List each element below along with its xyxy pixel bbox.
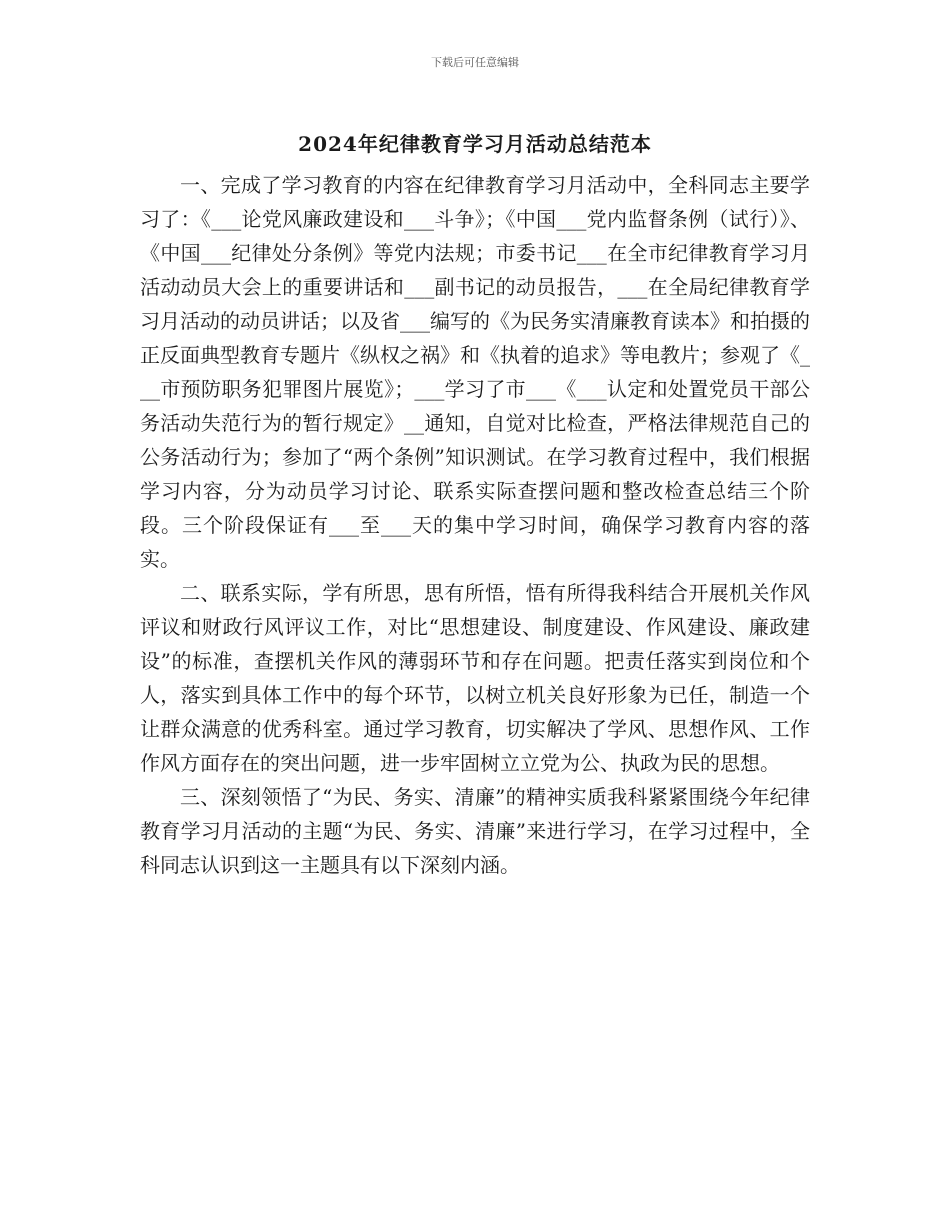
paragraph-1: 一、完成了学习教育的内容在纪律教育学习月活动中，全科同志主要学习了：《___论党风廉政建设和___斗争》；《中国___党内监督条例（试行）》、《中国___纪律处分条例》等党内法规；市委书记___在全市纪律教育学习月活动动员大会上的重要讲话和___副书记的动员报告，___在全局纪律教育学习月活动的动员讲话；以及省___编写的《为民务实清廉教育读本》和拍摄的正反面典型教育专题片《纵权之祸》和《执着的追求》等电教片；参观了《___市预防职务犯罪图片展览》；___学习了市___《___认定和处置党员干部公务活动失范行为的暂行规定》__通知，自觉对比检查，严格法律规范自己的公务活动行为；参加了“两个条例”知识测试。在学习教育过程中，我们根据学习内容，分为动员学习讨论、联系实际查摆问题和整改检查总结三个阶段。三个阶段保证有___至___天的集中学习时间，确保学习教育内容的落实。 (140, 173, 810, 571)
header-note: 下载后可任意编辑 (431, 56, 519, 69)
paragraph-2: 二、联系实际，学有所思，思有所悟，悟有所得我科结合开展机关作风评议和财政行风评议工作，对比“思想建设、制度建设、作风建设、廉政建设”的标准，查摆机关作风的薄弱环节和存在问题。把责任落实到岗位和个人，落实到具体工作中的每个环节，以树立机关良好形象为已任，制造一个让群众满意的优秀科室。通过学习教育，切实解决了学风、思想作风、工作作风方面存在的突出问题，进一步牢固树立立党为公、执政为民的思想。 (140, 581, 810, 775)
document-body (140, 168, 810, 882)
paragraph-3: 三、深刻领悟了“为民、务实、清廉”的精神实质我科紧紧围绕今年纪律教育学习月活动的主题“为民、务实、清廉”来进行学习，在学习过程中，全科同志认识到这一主题具有以下深刻内涵。 (140, 785, 810, 877)
document-title: 2024年纪律教育学习月活动总结范本 (298, 132, 652, 156)
